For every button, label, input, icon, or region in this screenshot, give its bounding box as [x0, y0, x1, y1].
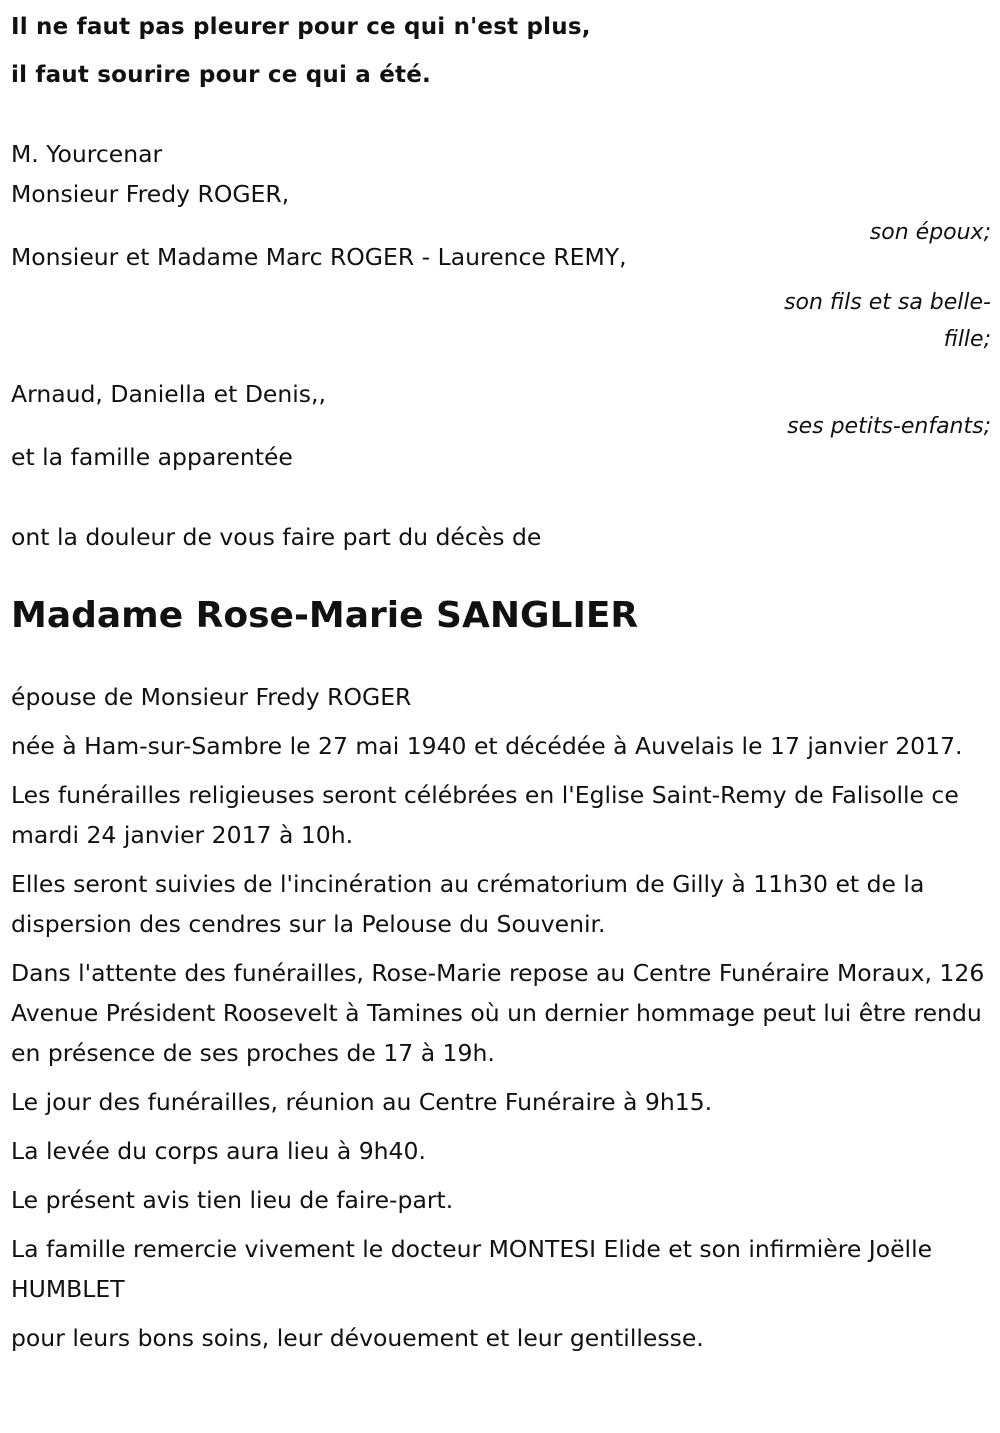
birth-death-paragraph: née à Ham-sur-Sambre le 27 mai 1940 et décédée à Auvelais le 17 janvier 2017. [11, 732, 963, 760]
procession-paragraph: La levée du corps aura lieu à 9h40. [11, 1137, 426, 1165]
quote-line-1: Il ne faut pas pleurer pour ce qui n'est plus, [11, 14, 591, 40]
family-member-relation: son époux; [869, 220, 991, 245]
family-row [11, 437, 991, 477]
family-member-relation: ses petits-enfants; [787, 414, 991, 439]
family-member-name: et la famille apparentée [11, 443, 293, 471]
family-row [11, 174, 991, 245]
announcement: ont la douleur de vous faire part du décès de [11, 523, 542, 551]
family-member-name: Arnaud, Daniella et Denis,, [11, 380, 326, 408]
quote [11, 3, 991, 99]
family-member-relation: son fils et sa belle-fille; [784, 290, 991, 352]
family-member-name: Monsieur et Madame Marc ROGER - Laurence REMY, [11, 243, 627, 271]
obituary-notice [11, 0, 991, 1358]
family-member-name: Monsieur Fredy ROGER, [11, 180, 290, 208]
family-row [11, 374, 991, 437]
cremation-paragraph: Elles seront suivies de l'incinération au crématorium de Gilly à 11h30 et de la dispersion des cendres sur la Pelouse du Souvenir. [11, 870, 925, 938]
spouse-line: épouse de Monsieur Fredy ROGER [11, 683, 412, 711]
meeting-paragraph: Le jour des funérailles, réunion au Centre Funéraire à 9h15. [11, 1088, 713, 1116]
thanks-paragraph: La famille remercie vivement le docteur MONTESI Elide et son infirmière Joëlle HUMBLET [11, 1235, 933, 1303]
quote-author: M. Yourcenar [11, 140, 163, 168]
family-row [11, 237, 991, 374]
visitation-paragraph: Dans l'attente des funérailles, Rose-Marie repose au Centre Funéraire Moraux, 126 Avenue Président Roosevelt à Tamines où un dernier hommage peut lui être rendu en présence de ses proches de 17 à 19h. [11, 959, 985, 1067]
funeral-paragraph: Les funérailles religieuses seront célébrées en l'Eglise Saint-Remy de Falisolle ce mardi 24 janvier 2017 à 10h. [11, 781, 959, 849]
quote-line-2: il faut sourire pour ce qui a été. [11, 62, 431, 88]
notice-paragraph: Le présent avis tien lieu de faire-part. [11, 1186, 454, 1214]
thanks-continuation-paragraph: pour leurs bons soins, leur dévouement et leur gentillesse. [11, 1324, 704, 1352]
deceased-name: Madame Rose-Marie SANGLIER [11, 595, 639, 636]
